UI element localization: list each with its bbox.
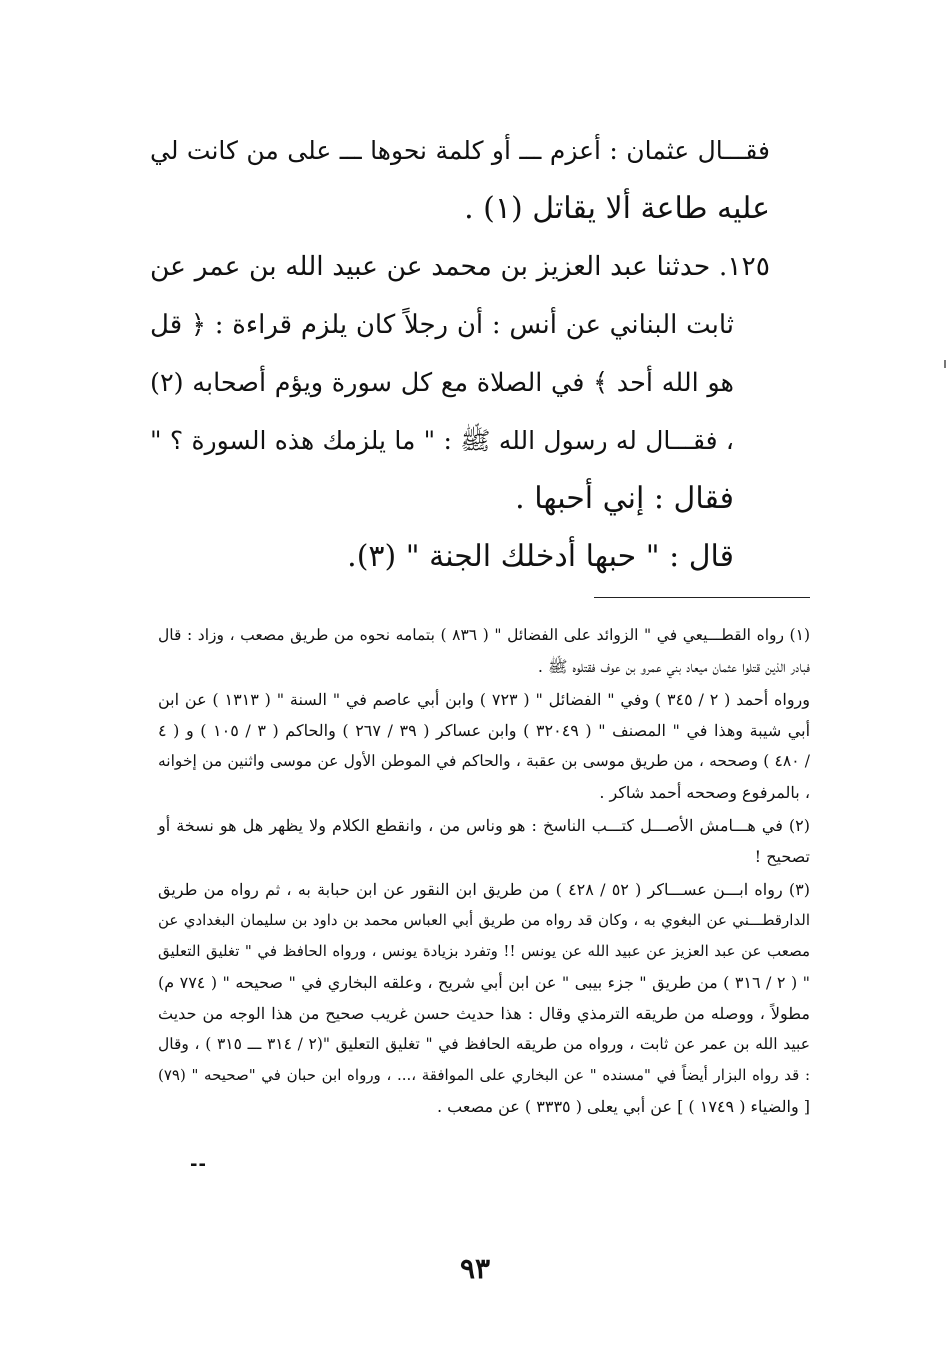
main-line: ثابت البناني عن أنس : أن رجلاً كان يلزم قراءة : ﴿ قل: [150, 310, 734, 340]
footnote-line: مطولاً ، ووصله من طريقه الترمذي وقال : هذا حديث حسن غريب صحيح من هذا الوجه من حديث: [158, 1004, 810, 1023]
footnote-line: عبيد الله بن عمر عن ثابت ، ورواه من طريقه الحافظ في " تغليق التعليق "(٢ / ٣١٤ ـــ ٣١٥ ) ، وقال: [158, 1035, 810, 1053]
footnote-line: ، بالمرفوع وصححه أحمد شاكر .: [599, 783, 810, 802]
footnote-line: مصعب عن عبد العزيز عن عبيد الله عن يونس !! وتفرد بزيادة يونس ، ورواه الحافظ في " تغليق التعليق: [158, 942, 810, 960]
footnote-line: " ( ٢ / ٣١٦ ) من طريق " جزء بيبى " عن ابن أبي شريح ، وعلقه البخاري في " صحيحه " ( ٧٧٤ م): [158, 973, 811, 992]
footnote-line: : قد رواه البزار أيضاً في "مسنده " عن البخاري على الموافقة ،... ، ورواه ابن حبان في "صحيحه " (٧٩): [158, 1066, 810, 1084]
end-mark: --: [190, 1154, 207, 1175]
footnote-line: (٢) في هـــامش الأصـــل كتـــب الناسخ : هو وناس من ، وانقطع الكلام ولا يظهر هل هو نسخة أو: [158, 816, 810, 835]
footnote-line: تصحيح !: [754, 847, 810, 866]
main-text: [150, 122, 770, 586]
main-line: فقـــال عثمان : أعزم ـــ أو كلمة نحوها ـــ على من كانت لي: [150, 136, 770, 165]
page-number: ٩٣: [459, 1252, 491, 1285]
footnote-line: / ٤٨٠ ) وصححه ، من طريق موسى بن عقبة ، والحاكم في الموطن الأول عن موسى واثنين من إخوانه: [158, 752, 810, 770]
scan-edge-mark: [944, 360, 946, 368]
main-line: قال : " حبها أدخلك الجنة " (٣).: [347, 539, 734, 574]
footnote-line: ورواه أحمد ( ٢ / ٣٤٥ ) وفي " الفضائل " ( ٧٢٣ ) وابن أبي عاصم في " السنة " ( ١٣١٣ ) عن ابن: [158, 690, 811, 709]
footnotes: [158, 620, 810, 1122]
footnote-line: [ والضياء ( ١٧٤٩ ) ] عن أبي يعلى ( ٣٣٣٥ ) عن مصعب .: [436, 1097, 810, 1116]
main-line: عليه طاعة ألا يقاتل (١) .: [464, 191, 770, 226]
footnote-divider: [594, 597, 810, 598]
footnote-line: (٣) رواه ابـــن عســـاكر ( ٥٢ / ٤٢٨ ) من طريق ابن النقور عن ابن حبابة به ، ثم رواه من طريق: [158, 880, 811, 899]
main-line: ١٢٥. حدثنا عبد العزيز بن محمد عن عبيد الله بن عمر عن: [150, 251, 770, 282]
footnote-line: أبي شيبة وهذا في " المصنف " ( ٣٢٠٤٩ ) وابن عساكر ( ٣٩ / ٢٦٧ ) والحاكم ( ٣ / ١٠٥ ) و ( ٤: [158, 721, 811, 740]
footnote-line: (١) رواه القطـــيعي في " الزوائد على الفضائل " ( ٨٣٦ ) بتمامه نحوه من طريق مصعب ، وزاد : قال: [158, 626, 810, 644]
footnote-line: فبادر الذين قتلوا عثمان ميعاد بني عمرو بن عوف فقتلوه ﷺ .: [537, 657, 810, 676]
main-line: هو الله أحد ﴾ في الصلاة مع كل سورة ويؤم أصحابه (٢): [150, 368, 734, 398]
main-line: فقال : إني أحبها .: [515, 481, 734, 516]
main-line: ، فقـــال له رسول الله ﷺ : " ما يلزمك هذه السورة ؟ ": [150, 426, 734, 455]
footnote-line: الدارقطـــني عن البغوي به ، وكان قد رواه من طريق أبي العباس محمد بن داود بن سليمان البغدادي عن: [158, 911, 810, 929]
